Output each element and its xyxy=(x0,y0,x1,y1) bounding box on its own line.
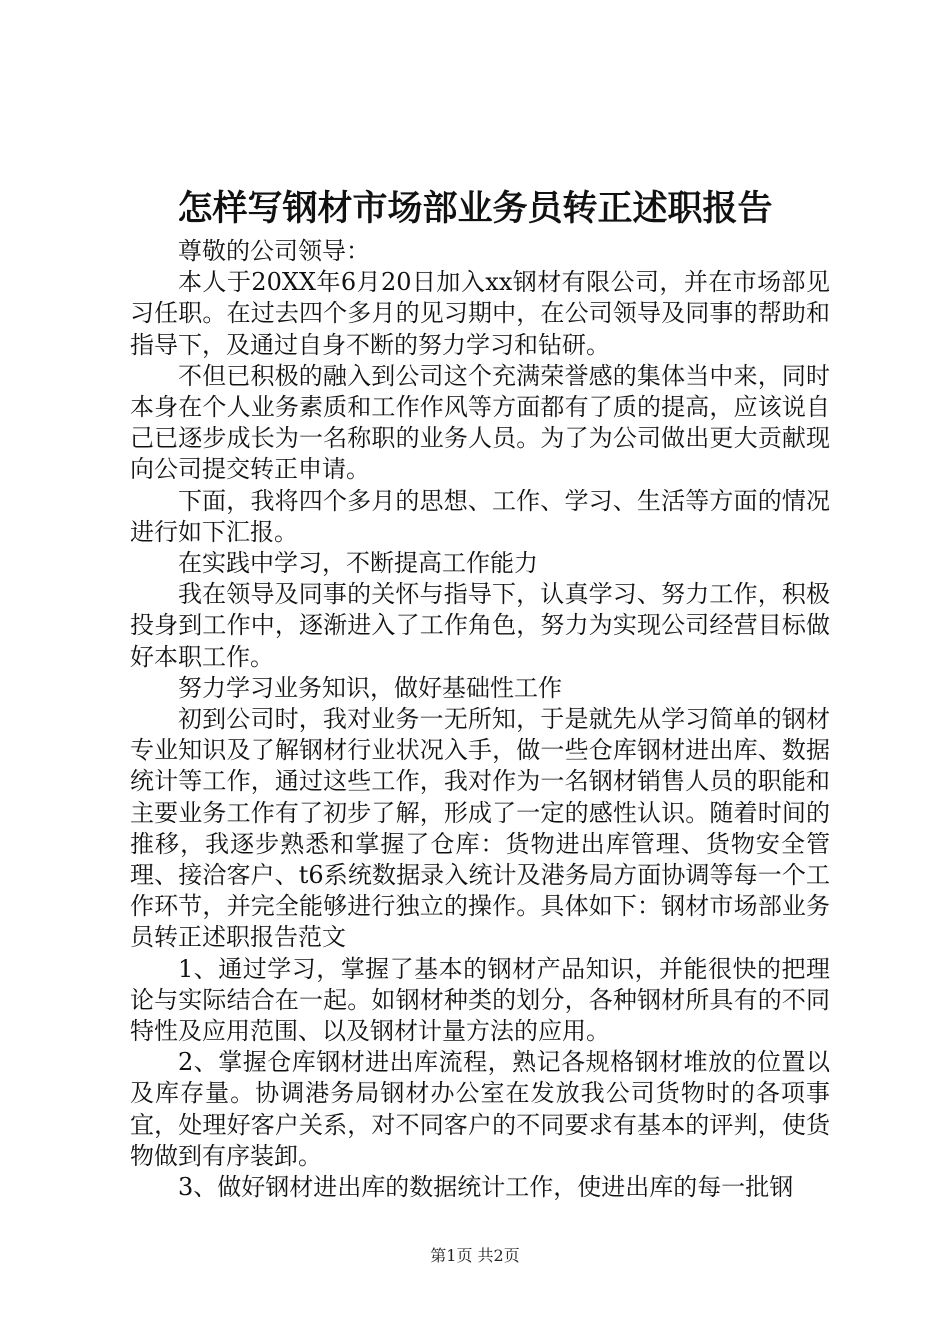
paragraph-salutation: 尊敬的公司领导： xyxy=(178,237,370,265)
list-item-1: 1、通过学习，掌握了基本的钢材产品知识，并能很快的把理论与实际结合在一起。如钢材种类的划分，各种钢材所具有的不同特性及应用范围、以及钢材计量方法的应用。 xyxy=(130,954,830,1046)
document-title: 怎样写钢材市场部业务员转正述职报告 xyxy=(177,188,773,229)
paragraph-learning: 初到公司时，我对业务一无所知，于是就先从学习简单的钢材专业知识及了解钢材行业状况入手，做一些仓库钢材进出库、数据统计等工作，通过这些工作，我对作为一名钢材销售人员的职能和主要业务工作有了初步了解，形成了一定的感性认识。随着时间的推移，我逐步熟悉和掌握了仓库：货物进出库管理、货物安全管理、接洽客户、t6系统数据录入统计及港务局方面协调等每一个工作环节，并完全能够进行独立的操作。具体如下：钢材市场部业务员转正述职报告范文 xyxy=(130,705,830,952)
paragraph-report-intro: 下面，我将四个多月的思想、工作、学习、生活等方面的情况进行如下汇报。 xyxy=(130,486,830,546)
document-body xyxy=(130,236,830,1203)
paragraph-progress: 不但已积极的融入到公司这个充满荣誉感的集体当中来，同时本身在个人业务素质和工作作风等方面都有了质的提高，应该说自己已逐步成长为一名称职的业务人员。为了为公司做出更大贡献现向公司提交转正申请。 xyxy=(130,361,830,484)
paragraph-practice: 我在领导及同事的关怀与指导下，认真学习、努力工作，积极投身到工作中，逐渐进入了工作角色，努力为实现公司经营目标做好本职工作。 xyxy=(130,580,830,671)
section-heading-learning: 努力学习业务知识，做好基础性工作 xyxy=(178,673,562,702)
section-heading-practice: 在实践中学习，不断提高工作能力 xyxy=(178,549,538,578)
page-number-footer: 第1页 共2页 xyxy=(430,1246,520,1265)
paragraph-introduction: 本人于20XX年6月20日加入xx钢材有限公司，并在市场部见习任职。在过去四个多月的见习期中，在公司领导及同事的帮助和指导下，及通过自身不断的努力学习和钻研。 xyxy=(130,268,830,359)
list-item-2: 2、掌握仓库钢材进出库流程，熟记各规格钢材堆放的位置以及库存量。协调港务局钢材办公室在发放我公司货物时的各项事宜，处理好客户关系，对不同客户的不同要求有基本的评判，使货物做到有序装卸。 xyxy=(130,1048,830,1170)
list-item-3: 3、做好钢材进出库的数据统计工作，使进出库的每一批钢 xyxy=(178,1173,794,1202)
